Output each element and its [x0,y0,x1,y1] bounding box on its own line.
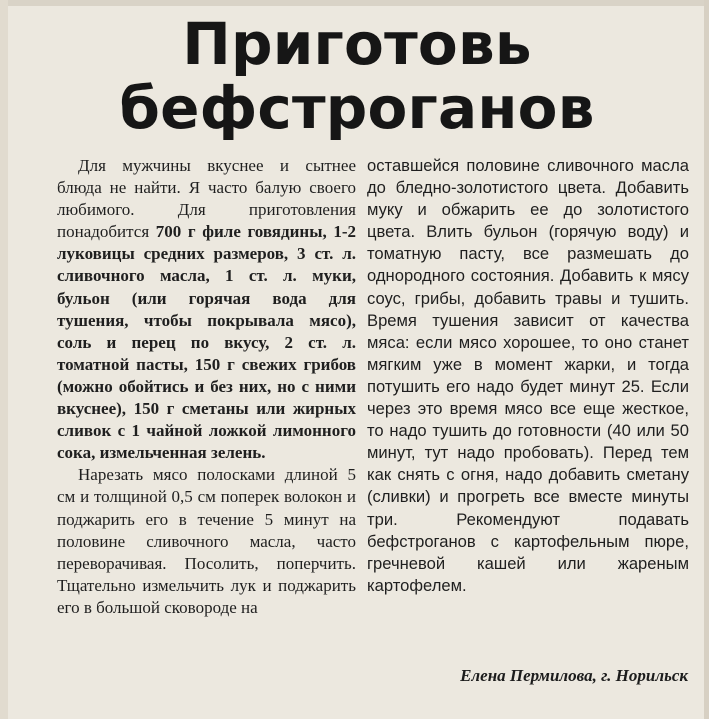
title-line-1: Приготовь [182,10,532,78]
right-column [367,155,689,597]
paper-edge-top [0,0,709,6]
left-column [57,155,356,619]
paper-edge-right [704,0,709,719]
ingredients-text: 700 г филе говядины, 1-2 луковицы средних размеров, 3 ст. л. сливочного масла, 1 ст. л. муки, бульон (или горячая вода для тушения, чтобы покрывала мясо), соль и перец по вкусу, 2 ст. л. томатной пасты, 150 г свежих грибов (можно обойтись и без них, но с ними вкуснее), 150 г сметаны или жирных сливок с 1 чайной ложкой лимонного сока, измельченная зелень. [57,222,357,463]
paper-edge-left [0,0,8,719]
article-title [12,12,702,140]
right-paragraph-1: оставшейся половине сливочного масла до бледно-золотистого цвета. Добавить муку и обжарить ее до золотистого цвета. Влить бульон (горячую воду) и томатную пасту, все размешать до однородного состояния. Добавить к мясу соус, грибы, добавить травы и тушить. Время тушения зависит от качества мяса: если мясо хорошее, то оно станет мягким уже в момент жарки, и тогда потушить его надо будет минут 25. Если через это время мясо все еще жесткое, то надо тушить до готовности (40 или 50 минут, тут надо пробовать). Перед тем как снять с огня, надо добавить сметану (сливки) и прогреть все вместе минуты три. Рекомендуют подавать бефстроганов с картофельным пюре, гречневой кашей или жареным картофелем. [367,156,689,595]
author-signature: Елена Пермилова, г. Норильск [460,666,688,685]
left-paragraph-2: Нарезать мясо полосками длиной 5 см и толщиной 0,5 см поперек волокон и поджарить его в течение 5 минут на половине сливочного масла, часто переворачивая. Посолить, поперчить. Тщательно измельчить лук и поджарить его в большой сковороде на [57,465,356,617]
left-paragraph-1 [57,155,356,464]
intro-text: Для мужчины вкуснее и сытнее блюда не найти. Я часто балую своего любимого. Для приготовления понадобится [57,156,356,242]
title-line-2: бефстроганов [119,74,595,142]
